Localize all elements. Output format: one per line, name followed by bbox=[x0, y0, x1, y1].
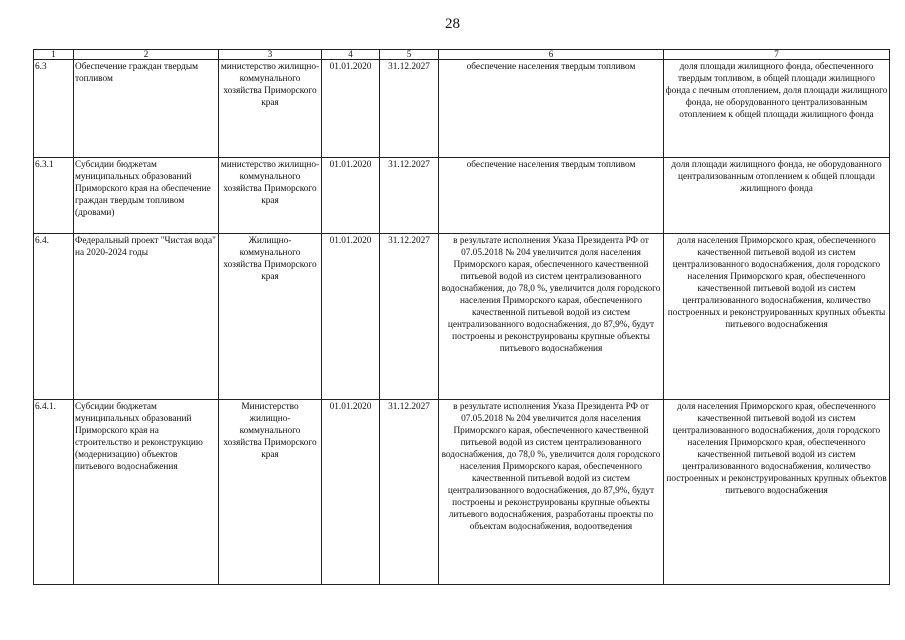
row-indicator: доля площади жилищного фонда, обеспеченного твердым топливом, в общей площади жилищного фонда с печным отоплением, доля площади жилищного фонда, не оборудованного централизованным отоплением к общей площади жилищного фонда bbox=[664, 60, 890, 158]
row-name: Субсидии бюджетам муниципальных образований Приморского края на строительство и реконструкцию (модернизацию) объектов питьевого водоснабжения bbox=[74, 400, 219, 585]
row-start-date: 01.01.2020 bbox=[322, 400, 380, 585]
row-name: Субсидии бюджетам муниципальных образований Приморского края на обеспечение граждан твердым топливом (дровами) bbox=[74, 158, 219, 234]
page-number: 28 bbox=[445, 16, 460, 32]
row-name: Обеспечение граждан твердым топливом bbox=[74, 60, 219, 158]
column-header: 7 bbox=[664, 50, 890, 60]
row-executor: министерство жилищно-коммунального хозяйства Приморского края bbox=[219, 60, 322, 158]
table-row bbox=[34, 60, 890, 158]
row-number: 6.3.1 bbox=[34, 158, 74, 234]
table-row bbox=[34, 234, 890, 400]
column-header: 2 bbox=[74, 50, 219, 60]
row-start-date: 01.01.2020 bbox=[322, 60, 380, 158]
column-header: 3 bbox=[219, 50, 322, 60]
row-name: Федеральный проект "Чистая вода" на 2020-2024 годы bbox=[74, 234, 219, 400]
row-start-date: 01.01.2020 bbox=[322, 234, 380, 400]
row-end-date: 31.12.2027 bbox=[380, 60, 439, 158]
row-number: 6.4.1. bbox=[34, 400, 74, 585]
column-header: 1 bbox=[34, 50, 74, 60]
row-number: 6.4. bbox=[34, 234, 74, 400]
table-row bbox=[34, 158, 890, 234]
column-header: 4 bbox=[322, 50, 380, 60]
row-indicator: доля населения Приморского края, обеспеченного качественной питьевой водой из систем централизованного водоснабжения, доля городского населения Приморского края, обеспеченного качественной питьевой водой из систем централизованного водоснабжения, количество построенных и реконструированных крупных объекты питьевого водоснабжения bbox=[664, 234, 890, 400]
row-executor: министерство жилищно-коммунального хозяйства Приморского края bbox=[219, 158, 322, 234]
row-executor: Жилищно-коммунального хозяйства Приморского края bbox=[219, 234, 322, 400]
row-result: в результате исполнения Указа Президента РФ от 07.05.2018 № 204 увеличится доля населения Приморского карая, обеспеченного качественной питьевой водой из систем централизованного водоснабжения, до 78,0 %, увеличится доля городского населения Приморского карая, обеспеченного качественной питьевой водой из систем централизованного водоснабжения, до 87,9%, будут построены и реконструированы крупные объекты питьевого водоснабжения bbox=[439, 234, 664, 400]
table-row bbox=[34, 400, 890, 585]
row-end-date: 31.12.2027 bbox=[380, 234, 439, 400]
column-header: 5 bbox=[380, 50, 439, 60]
row-indicator: доля населения Приморского края, обеспеченного качественной питьевой водой из систем централизованного водоснабжения, доля городского населения Приморского края, обеспеченного качественной питьевой водой из систем централизованного водоснабжения, количество построенных и реконструированных крупных объектов питьевого водоснабжения bbox=[664, 400, 890, 585]
program-table bbox=[33, 49, 890, 585]
row-number: 6.3 bbox=[34, 60, 74, 158]
row-result: обеспечение населения твердым топливом bbox=[439, 158, 664, 234]
row-indicator: доля площади жилищного фонда, не оборудованного централизованным отоплением к общей площади жилищного фонда bbox=[664, 158, 890, 234]
header-row bbox=[34, 50, 890, 60]
row-end-date: 31.12.2027 bbox=[380, 400, 439, 585]
row-result: в результате исполнения Указа Президента РФ от 07.05.2018 № 204 увеличится доля населения Приморского карая, обеспеченного качественной питьевой водой из систем централизованного водоснабжения, до 78,0 %, увеличится доля городского населения Приморского карая, обеспеченного качественной питьевой водой из систем централизованного водоснабжения, до 87,9%, будут построены и реконструированы крупные объекты литьевого водоснабжения, разработаны проекты по объектам водоснабжения, водоотведения bbox=[439, 400, 664, 585]
column-header: 6 bbox=[439, 50, 664, 60]
row-end-date: 31.12.2027 bbox=[380, 158, 439, 234]
row-executor: Министерство жилищно-коммунального хозяйства Приморского края bbox=[219, 400, 322, 585]
row-result: обеспечение населения твердым топливом bbox=[439, 60, 664, 158]
row-start-date: 01.01.2020 bbox=[322, 158, 380, 234]
